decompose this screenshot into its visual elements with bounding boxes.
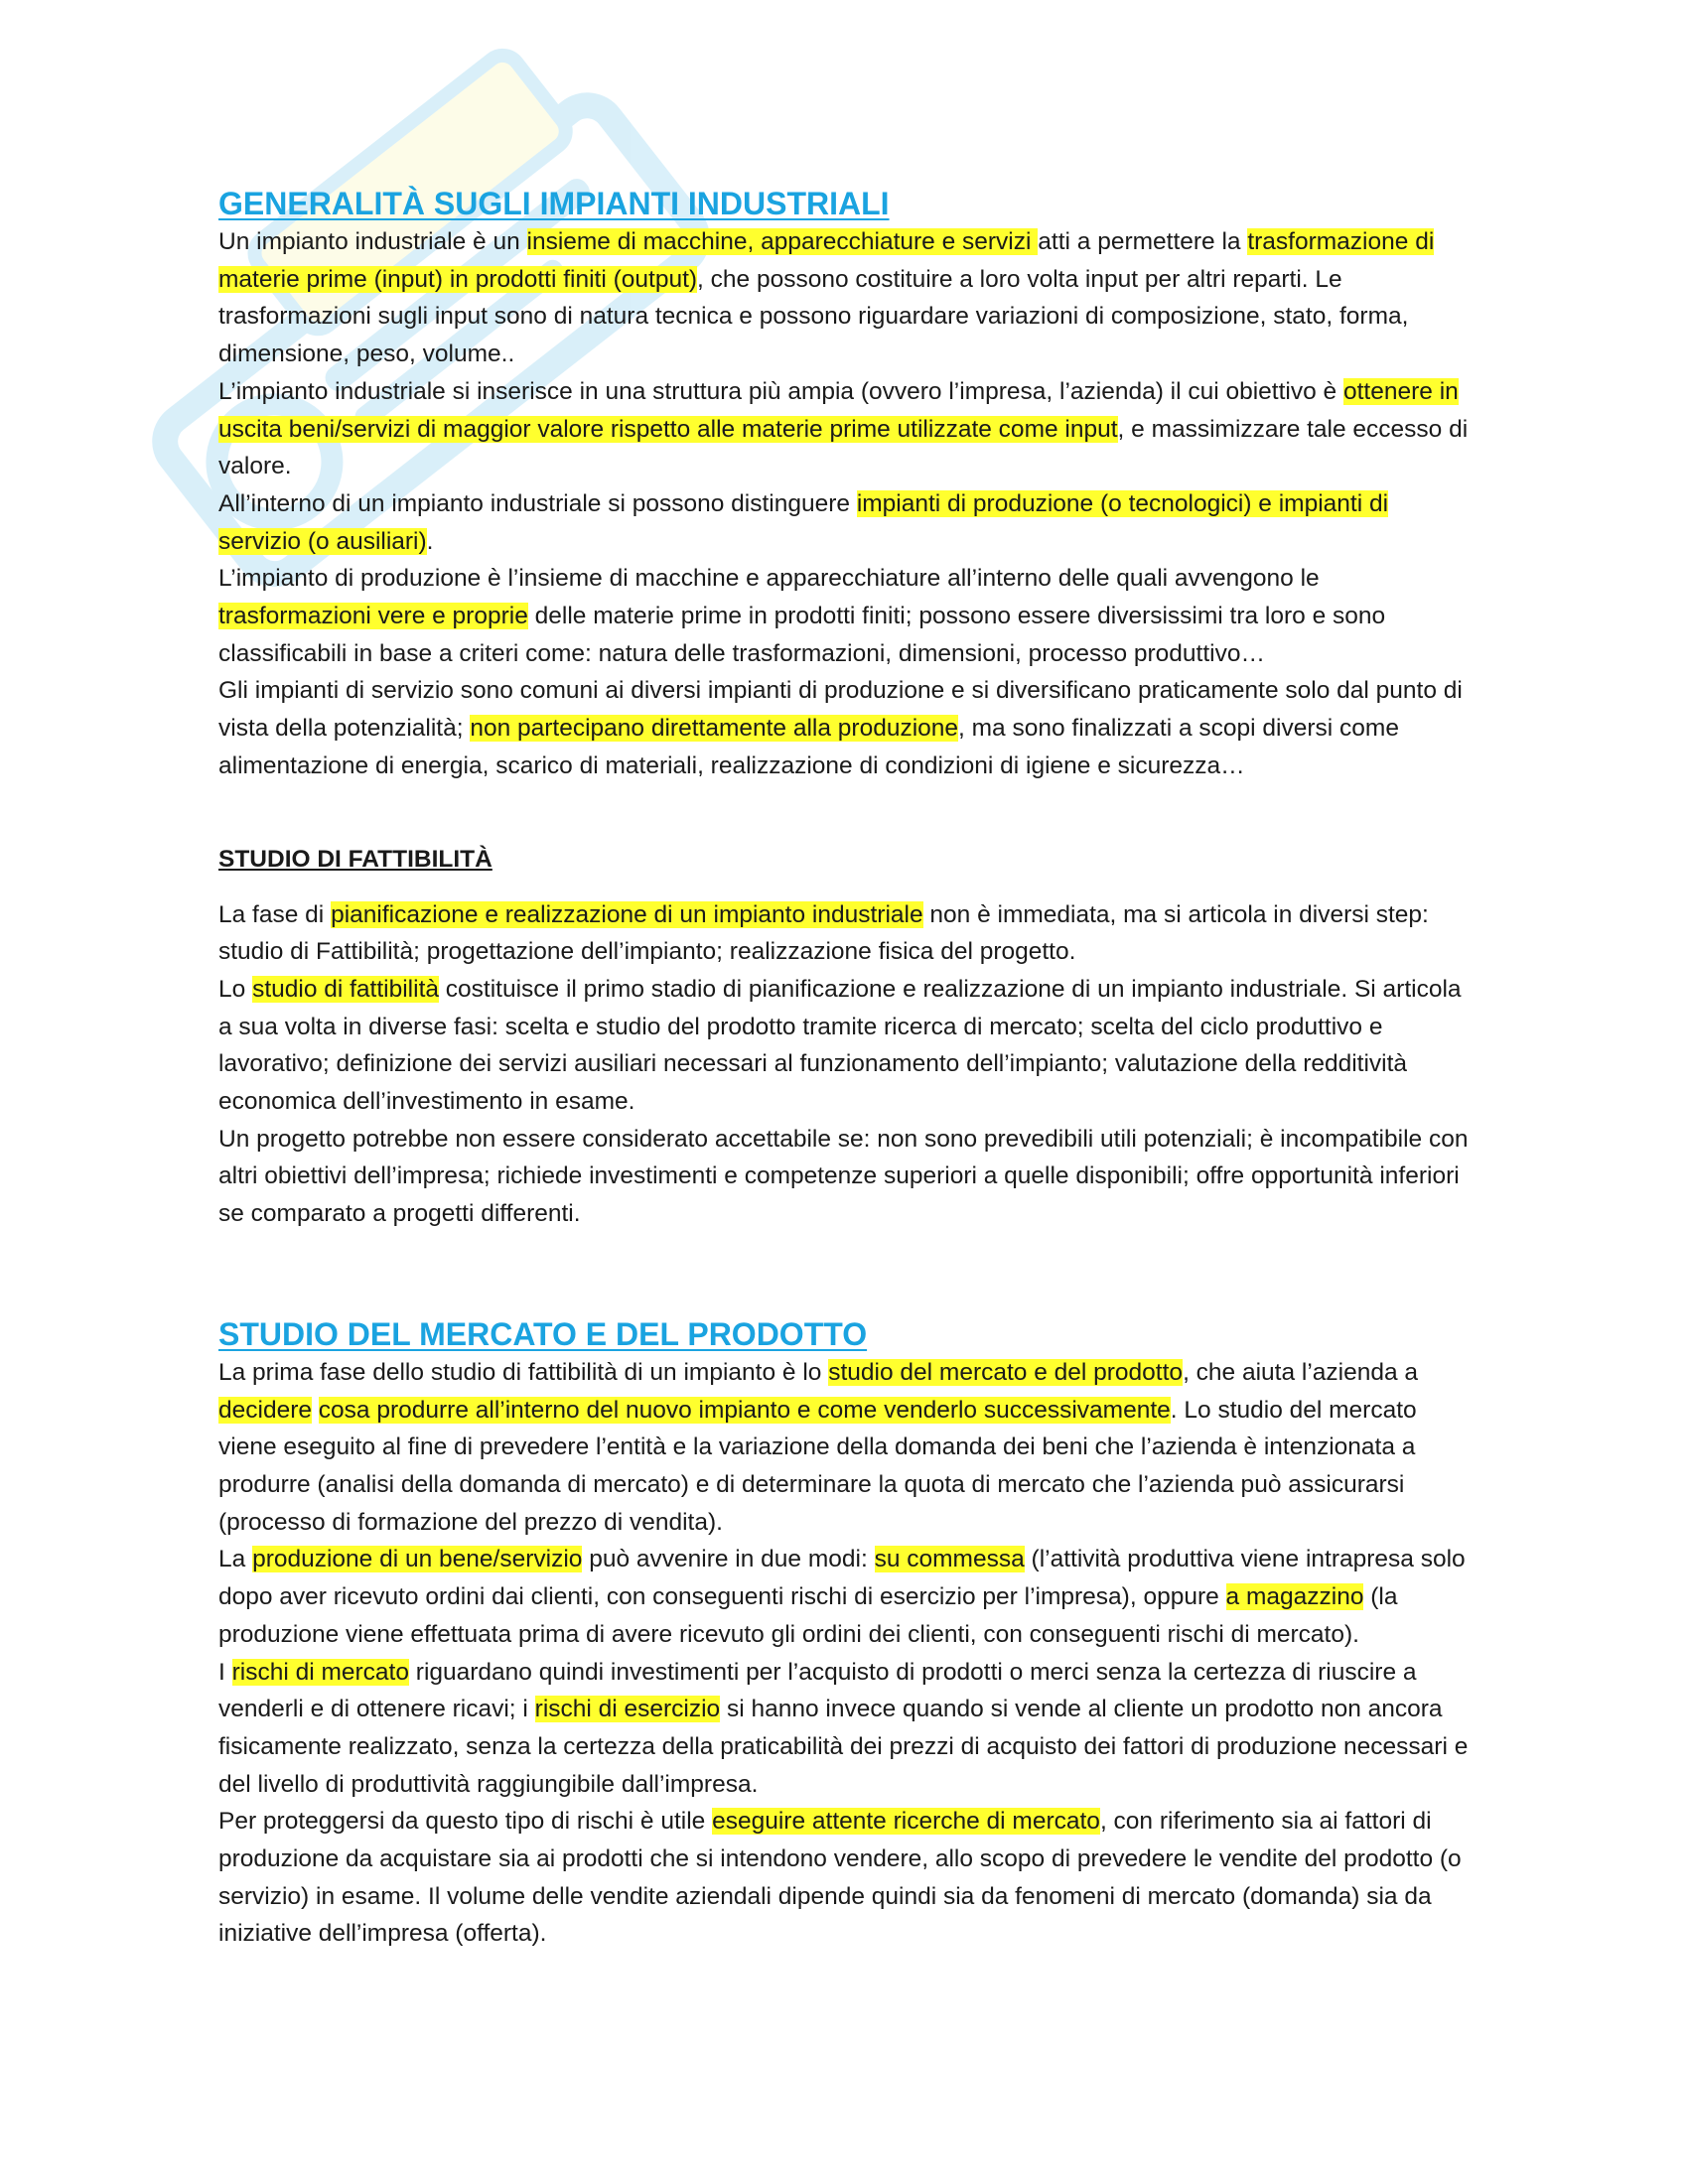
section-body-generalita [218, 223, 1475, 785]
text-run: Un progetto potrebbe non essere considerato accettabile se: non sono prevedibili utili potenziali; è incompatibile con altri obiettivi dell’impresa; richiede investimenti e competenze superiori a quelle disponibili; offre opportunità inferiori se comparato a progetti differenti. [218, 1125, 1469, 1228]
text-run: I [218, 1658, 232, 1686]
paragraph [218, 1803, 1475, 1953]
section-body-fattibilita [218, 896, 1475, 1233]
text-run: , e massimizzare tale eccesso di valore. [218, 415, 1469, 480]
paragraph [218, 1354, 1475, 1542]
paragraph [218, 896, 1475, 971]
highlighted-text: studio del mercato e del prodotto [828, 1358, 1184, 1386]
section-title-fattibilita: STUDIO DI FATTIBILITÀ [218, 845, 492, 873]
highlighted-text: trasformazioni vere e proprie [218, 603, 528, 630]
highlighted-text: su commessa [874, 1546, 1025, 1573]
highlighted-text: a magazzino [1225, 1583, 1364, 1611]
text-run: costituisce il primo stadio di pianificazione e realizzazione di un impianto industriale. Si articola a sua volta in diverse fasi: scelta e studio del prodotto tramite ricerca di mercato; scelta del ciclo produttivo e lavorativo; definizione dei servizi ausiliari necessari al funzionamento dell’impianto; valutazione della redditività economica dell’investimento in esame. [218, 975, 1462, 1116]
paragraph [218, 672, 1475, 784]
highlighted-text: studio di fattibilità [252, 975, 439, 1003]
highlighted-text: trasformazione di materie prime (input) in prodotti finiti (output) [218, 228, 1435, 293]
text-run: , con riferimento sia ai fattori di produzione da acquistare sia ai prodotti che si intendono vendere, allo scopo di prevedere le vendite del prodotto (o servizio) in esame. Il volume delle vendite aziendali dipende quindi sia da fenomeni di mercato (domanda) sia da iniziative dell’impresa (offerta). [218, 1808, 1462, 1948]
text-run: atti a permettere la [1038, 228, 1248, 255]
text-run: Gli impianti di servizio sono comuni ai diversi impianti di produzione e si diversificano praticamente solo dal punto di vista della potenzialità; [218, 677, 1463, 743]
paragraph [218, 971, 1475, 1121]
paragraph [218, 1121, 1475, 1233]
paragraph [218, 223, 1475, 373]
highlighted-text: decidere [218, 1396, 312, 1424]
section-title-mercato-prodotto: STUDIO DEL MERCATO E DEL PRODOTTO [218, 1315, 868, 1352]
highlighted-text: pianificazione e realizzazione di un impianto industriale [331, 900, 923, 928]
highlighted-text: cosa produrre all’interno del nuovo impianto e come venderlo successivamente [318, 1396, 1171, 1424]
highlighted-text: impianti di produzione (o tecnologici) e impianti di servizio (o ausiliari) [218, 489, 1389, 555]
paragraph [218, 560, 1475, 672]
text-run: riguardano quindi investimenti per l’acquisto di prodotti o merci senza la certezza di riuscire a venderli e di ottenere ricavi; i [218, 1658, 1417, 1723]
text-run: , che aiuta l’azienda a [1183, 1358, 1419, 1386]
text-run: . Lo studio del mercato viene eseguito al fine di prevedere l’entità e la variazione della domanda dei beni che l’azienda è intenzionata a produrre (analisi della domanda di mercato) e di determinare la quota di mercato che l’azienda può assicurarsi (processo di formazione del prezzo di vendita). [218, 1396, 1417, 1536]
text-run: non è immediata, ma si articola in diversi step: studio di Fattibilità; progettazione dell’impianto; realizzazione fisica del progetto. [218, 900, 1429, 966]
text-run: Un impianto industriale è un [218, 228, 527, 255]
text-run: , che possono costituire a loro volta input per altri reparti. Le trasformazioni sugli input sono di natura tecnica e possono riguardare variazioni di composizione, stato, forma, dimensione, peso, volume.. [218, 265, 1409, 368]
highlighted-text: non partecipano direttamente alla produzione [470, 715, 959, 743]
text-run: L’impianto industriale si inserisce in una struttura più ampia (ovvero l’impresa, l’azienda) il cui obiettivo è [218, 377, 1343, 405]
highlighted-text: insieme di macchine, apparecchiature e servizi [526, 228, 1039, 255]
section-title-generalita: GENERALITÀ SUGLI IMPIANTI INDUSTRIALI [218, 186, 890, 221]
text-run: si hanno invece quando si vende al cliente un prodotto non ancora fisicamente realizzato, senza la certezza della praticabilità dei prezzi di acquisto dei fattori di produzione necessari e del livello di produttività raggiungibile dall’impresa. [218, 1696, 1469, 1798]
highlighted-text: rischi di mercato [231, 1658, 409, 1686]
text-run: , ma sono finalizzati a scopi diversi come alimentazione di energia, scarico di materiali, realizzazione di condizioni di igiene e sicurezza… [218, 715, 1399, 779]
highlighted-text: produzione di un bene/servizio [252, 1546, 583, 1573]
text-run: All’interno di un impianto industriale si possono distinguere [218, 489, 857, 517]
text-run: (l’attività produttiva viene intrapresa solo dopo aver ricevuto ordini dai clienti, con conseguenti rischi di esercizio per l’impresa), oppure [218, 1546, 1466, 1611]
text-run: delle materie prime in prodotti finiti; possono essere diversissimi tra loro e sono classificabili in base a criteri come: natura delle trasformazioni, dimensioni, processo produttivo… [218, 603, 1386, 667]
section-body-mercato-prodotto [218, 1354, 1475, 1953]
highlighted-text: rischi di esercizio [534, 1696, 721, 1723]
highlighted-text: eseguire attente ricerche di mercato [712, 1808, 1100, 1836]
text-run: Lo [218, 975, 253, 1003]
text-run [312, 1397, 319, 1424]
text-run: La [218, 1546, 253, 1573]
text-run: (la produzione viene effettuata prima di avere ricevuto gli ordini dei clienti, con conseguenti rischi di mercato). [218, 1583, 1398, 1648]
paragraph [218, 373, 1475, 485]
paragraph [218, 1541, 1475, 1653]
text-run: Per proteggersi da questo tipo di rischi è utile [218, 1808, 713, 1836]
text-run: . [426, 527, 434, 555]
text-run: può avvenire in due modi: [582, 1546, 875, 1573]
paragraph [218, 1654, 1475, 1804]
paragraph [218, 485, 1475, 560]
text-run: La prima fase dello studio di fattibilità di un impianto è lo [218, 1358, 829, 1386]
document-page [218, 184, 1475, 1953]
text-run: La fase di [218, 900, 332, 928]
highlighted-text: ottenere in uscita beni/servizi di maggior valore rispetto alle materie prime utilizzate come input [218, 377, 1459, 443]
text-run: L’impianto di produzione è l’insieme di macchine e apparecchiature all’interno delle quali avvengono le [218, 565, 1320, 593]
